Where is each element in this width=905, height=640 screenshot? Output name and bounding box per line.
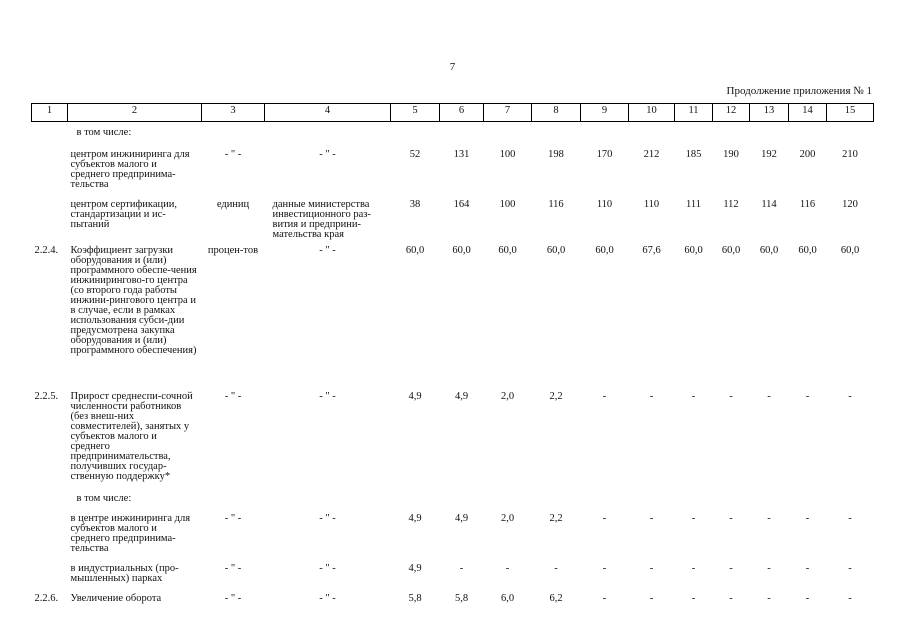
row-value: 185: [685, 148, 702, 160]
header-cell: 10: [629, 104, 675, 122]
row-code: 2.2.4.: [34, 244, 59, 256]
row-code: [32, 510, 68, 560]
row-value: 5,8: [454, 592, 469, 604]
row-value: 60,0: [498, 244, 517, 256]
row-value: -: [767, 562, 771, 574]
row-value: [440, 122, 484, 146]
row-value: [629, 122, 675, 146]
row-code: 2.2.6.: [34, 592, 59, 604]
continuation-label: Продолжение приложения № 1: [726, 85, 872, 97]
row-value: [750, 490, 789, 510]
row-value: 60,0: [405, 244, 425, 256]
row-value: -: [459, 562, 464, 574]
row-value: 170: [596, 148, 613, 160]
row-value: -: [848, 592, 852, 604]
row-code: 2.2.5.: [34, 390, 59, 402]
row-value: 4,9: [408, 562, 422, 574]
row-unit: - " -: [224, 148, 242, 160]
row-unit: - " -: [224, 512, 242, 524]
row-description: в том числе:: [76, 127, 132, 138]
row-source: - " -: [319, 148, 336, 160]
header-cell: 5: [391, 104, 440, 122]
row-value: [827, 122, 874, 146]
row-code: [32, 146, 68, 196]
row-value: 60,0: [840, 244, 860, 256]
row-value: -: [649, 592, 654, 604]
header-cell: 9: [581, 104, 629, 122]
row-value: [629, 490, 675, 510]
row-value: 60,0: [546, 244, 566, 256]
row-unit: - " -: [224, 390, 242, 402]
row-value: 192: [761, 148, 777, 160]
row-unit: - " -: [224, 592, 242, 604]
row-value: -: [729, 512, 733, 524]
header-cell: 11: [675, 104, 713, 122]
header-cell: 8: [532, 104, 581, 122]
row-value: [789, 490, 827, 510]
row-source: - " -: [319, 592, 336, 604]
row-value: [675, 122, 713, 146]
row-value: 60,0: [684, 244, 703, 256]
row-code: [32, 560, 68, 590]
row-value: [675, 490, 713, 510]
row-description: Увеличение оборота: [70, 592, 162, 604]
row-source: [265, 122, 391, 146]
row-value: 2,0: [500, 512, 515, 524]
row-value: -: [505, 562, 510, 574]
header-cell: 12: [713, 104, 750, 122]
row-value: -: [848, 562, 852, 574]
row-value: 2,2: [549, 390, 563, 402]
row-value: 116: [548, 198, 564, 210]
row-code: [32, 490, 68, 510]
row-value: -: [602, 562, 607, 574]
header-cell: 14: [789, 104, 827, 122]
row-value: 6,2: [549, 592, 563, 604]
row-source: - " -: [319, 512, 336, 524]
row-unit: процен-тов: [207, 244, 259, 256]
row-description: в центре инжиниринга для субъектов малого и среднего предпринима-тельства: [70, 512, 191, 554]
row-value: -: [729, 562, 733, 574]
header-cell: 1: [32, 104, 68, 122]
table-row: [32, 146, 874, 196]
row-description: в индустриальных (про-мышленных) парках: [70, 562, 179, 584]
header-cell: 15: [827, 104, 874, 122]
row-value: -: [602, 390, 607, 402]
row-description: центром сертификации, стандартизации и ис-пытаний: [70, 198, 177, 230]
row-value: -: [691, 562, 696, 574]
table-row: [32, 122, 874, 146]
row-value: 100: [499, 198, 516, 210]
row-source: - " -: [319, 244, 336, 256]
row-value: 210: [842, 148, 858, 160]
row-value: [440, 490, 484, 510]
row-value: 4,9: [408, 390, 422, 402]
row-value: -: [602, 512, 607, 524]
row-value: -: [805, 512, 810, 524]
row-value: 114: [761, 198, 777, 210]
row-value: -: [691, 592, 696, 604]
row-value: -: [767, 390, 771, 402]
row-value: -: [848, 512, 852, 524]
row-value: 5,8: [408, 592, 422, 604]
row-value: 4,9: [454, 512, 469, 524]
row-value: 131: [453, 148, 470, 160]
row-value: -: [805, 390, 810, 402]
row-value: 198: [548, 148, 564, 160]
row-value: 112: [723, 198, 739, 210]
row-value: [581, 122, 629, 146]
row-value: [581, 490, 629, 510]
row-value: 2,2: [549, 512, 563, 524]
row-value: -: [729, 592, 733, 604]
row-value: [713, 490, 750, 510]
row-value: [484, 122, 532, 146]
row-value: 60,0: [595, 244, 614, 256]
header-cell: 7: [484, 104, 532, 122]
table-row: [32, 196, 874, 242]
row-value: 190: [723, 148, 739, 160]
row-value: 38: [409, 198, 421, 210]
row-unit: единиц: [216, 198, 250, 210]
row-value: 110: [596, 198, 613, 210]
row-unit: [202, 122, 265, 146]
row-description: центром инжиниринга для субъектов малого и среднего предпринима-тельства: [70, 148, 190, 190]
row-value: [713, 122, 750, 146]
row-value: 60,0: [721, 244, 741, 256]
row-value: 6,0: [500, 592, 515, 604]
row-value: 4,9: [454, 390, 469, 402]
row-unit: [202, 490, 265, 510]
row-value: -: [767, 512, 771, 524]
header-cell: 13: [750, 104, 789, 122]
row-description: Коэффициент загрузки оборудования и (или) программного обеспе-чения инжинирингово-го центра (со второго года работы инжини-рингового центра и в случае, если в рамках использования субси-дии предусмотрена закупка оборудования и (или) программного обеспечения): [70, 244, 197, 356]
header-cell: 2: [68, 104, 202, 122]
row-value: [391, 490, 440, 510]
row-value: 60,0: [798, 244, 817, 256]
table-row: [32, 242, 874, 388]
row-value: 120: [842, 198, 858, 210]
table-row: [32, 510, 874, 560]
row-value: 111: [686, 198, 701, 210]
row-source: - " -: [319, 562, 336, 574]
row-value: 212: [643, 148, 660, 160]
row-source: [265, 490, 391, 510]
row-code: [32, 196, 68, 242]
row-value: 100: [499, 148, 516, 160]
table-row: [32, 560, 874, 590]
row-value: -: [649, 512, 654, 524]
table-row: [32, 590, 874, 610]
row-value: 60,0: [759, 244, 779, 256]
row-value: 110: [643, 198, 660, 210]
indicators-table: [31, 103, 874, 610]
row-value: 52: [409, 148, 421, 160]
row-value: [532, 490, 581, 510]
row-value: -: [691, 390, 696, 402]
row-value: -: [649, 562, 654, 574]
row-value: -: [767, 592, 771, 604]
row-value: 164: [453, 198, 470, 210]
row-value: -: [848, 390, 852, 402]
row-value: 200: [799, 148, 816, 160]
row-value: [789, 122, 827, 146]
row-value: -: [729, 390, 733, 402]
row-value: [484, 490, 532, 510]
row-description: в том числе:: [76, 492, 132, 504]
row-value: -: [691, 512, 696, 524]
row-value: 4,9: [408, 512, 422, 524]
row-value: [827, 490, 874, 510]
row-value: -: [602, 592, 607, 604]
row-value: [532, 122, 581, 146]
row-value: 116: [799, 198, 816, 210]
row-value: [391, 122, 440, 146]
row-unit: - " -: [224, 562, 242, 574]
table-row: [32, 388, 874, 490]
row-value: -: [554, 562, 558, 574]
header-cell: 4: [265, 104, 391, 122]
header-cell: 6: [440, 104, 484, 122]
table-header-row: [32, 104, 874, 122]
row-value: -: [805, 562, 810, 574]
page-number: 7: [449, 61, 456, 73]
row-value: -: [805, 592, 810, 604]
row-value: [750, 122, 789, 146]
header-cell: 3: [202, 104, 265, 122]
row-code: [32, 122, 68, 146]
row-value: 2,0: [500, 390, 515, 402]
row-source: данные министерства инвестиционного раз-вития и предприни-мательства края: [272, 198, 371, 240]
table-row: [32, 490, 874, 510]
row-value: 67,6: [642, 244, 661, 256]
row-source: - " -: [319, 390, 336, 402]
row-value: -: [649, 390, 654, 402]
row-value: 60,0: [452, 244, 471, 256]
row-description: Прирост среднеспи-сочной численности работников (без внеш-них совместителей), занятых у субъектов малого и среднего предпринимательства, получивших государ-ственную поддержку*: [70, 390, 193, 482]
